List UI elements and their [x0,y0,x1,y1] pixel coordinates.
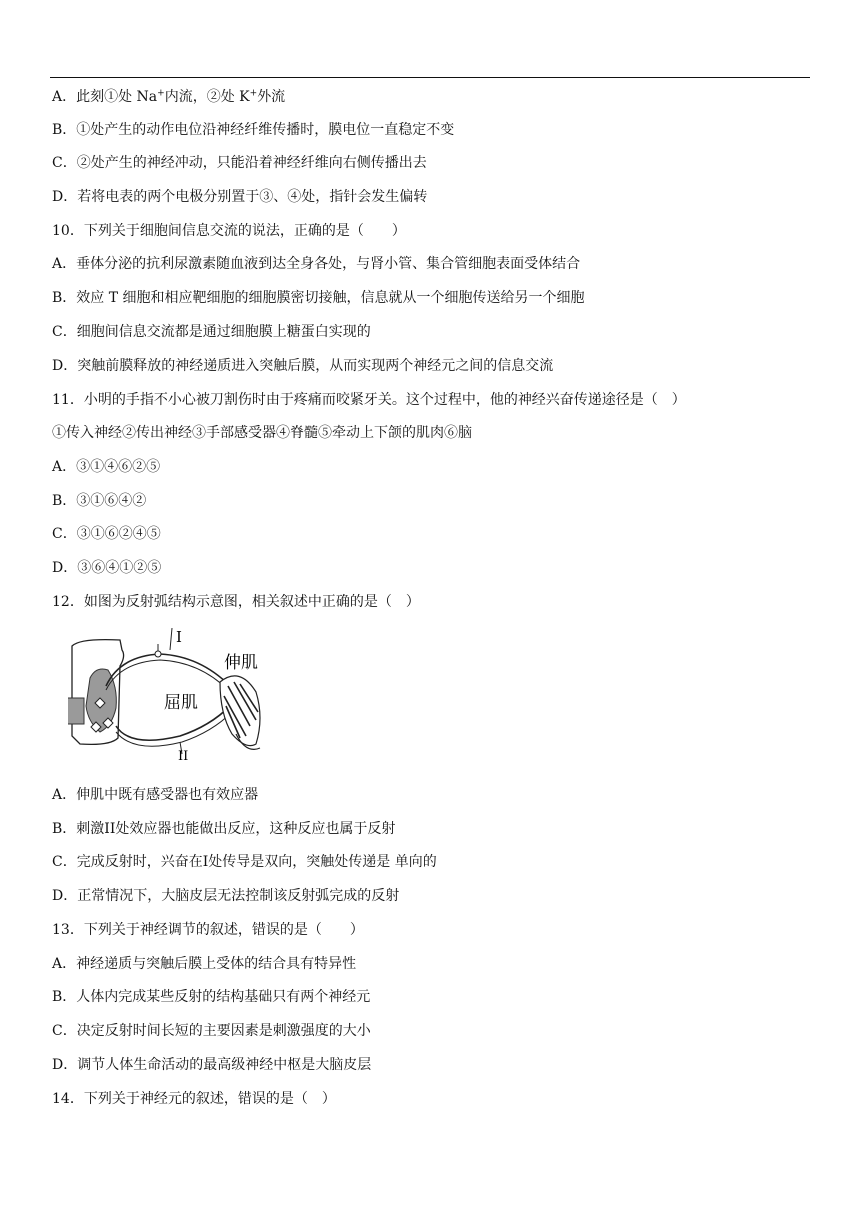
q10-option-a[interactable]: A．垂体分泌的抗利尿激素随血液到达全身各处，与肾小管、集合管细胞表面受体结合 [52,256,581,272]
label-flexor: 屈肌 [164,693,198,713]
label-extensor: 伸肌 [224,653,258,673]
q12-option-c[interactable]: C．完成反射时，兴奋在I处传导是双向，突触处传递是 单向的 [52,854,437,870]
q10-option-d[interactable]: D．突触前膜释放的神经递质进入突触后膜，从而实现两个神经元之间的信息交流 [52,358,554,374]
q9-option-a-text: A．此刻①处 Na [52,89,158,105]
header-rule [50,77,810,78]
q10-option-c[interactable]: C．细胞间信息交流都是通过细胞膜上糖蛋白实现的 [52,324,371,340]
q9-option-a-text-mid: 内流，②处 K [164,89,250,105]
efferent-nerve-outline [116,712,232,746]
q9-option-a[interactable] [52,87,285,107]
q12-option-a[interactable]: A．伸肌中既有感受器也有效应器 [52,787,259,803]
q13-option-a[interactable]: A．神经递质与突触后膜上受体的结合具有特异性 [52,956,357,972]
q13-stem: 13．下列关于神经调节的叙述，错误的是（ ） [52,922,364,938]
q13-option-d[interactable]: D．调节人体生命活动的最高级神经中枢是大脑皮层 [52,1057,372,1073]
superscript-plus: + [249,88,258,99]
superscript-plus: + [157,88,165,99]
label-II: II [178,749,189,764]
q13-option-b[interactable]: B．人体内完成某些反射的结构基础只有两个神经元 [52,989,371,1005]
label-I: I [176,628,182,646]
gray-matter-horn [68,698,84,724]
q9-option-a-text-end: 外流 [257,89,286,105]
q11-option-b[interactable]: B．③①⑥④② [52,493,147,509]
q10-stem: 10．下列关于细胞间信息交流的说法，正确的是（ ） [52,223,406,239]
q9-option-d[interactable]: D．若将电表的两个电极分别置于③、④处，指针会发生偏转 [52,189,428,205]
q11-option-d[interactable]: D．③⑥④①②⑤ [52,560,162,576]
q12-option-d[interactable]: D．正常情况下，大脑皮层无法控制该反射弧完成的反射 [52,888,400,904]
q14-stem: 14．下列关于神经元的叙述，错误的是（ ） [52,1091,336,1107]
q9-option-b[interactable]: B．①处产生的动作电位沿神经纤维传播时，膜电位一直稳定不变 [52,122,455,138]
q9-option-c[interactable]: C．②处产生的神经冲动，只能沿着神经纤维向右侧传播出去 [52,155,427,171]
q11-option-a[interactable]: A．③①④⑥②⑤ [52,459,161,475]
arrow-I [170,628,172,650]
q11-option-c[interactable]: C．③①⑥②④⑤ [52,526,161,542]
q11-stem: 11．小明的手指不小心被刀割伤时由于疼痛而咬紧牙关。这个过程中，他的神经兴奋传递途径是（ ） [52,392,686,408]
q11-items: ①传入神经②传出神经③手部感受器④脊髓⑤牵动上下颌的肌肉⑥脑 [52,425,472,441]
q12-stem: 12．如图为反射弧结构示意图，相关叙述中正确的是（ ） [52,594,420,610]
extensor-muscle [220,676,260,746]
q10-option-b[interactable]: B．效应 T 细胞和相应靶细胞的细胞膜密切接触，信息就从一个细胞传送给另一个细胞 [52,290,585,306]
q12-option-b[interactable]: B．刺激II处效应器也能做出反应，这种反应也属于反射 [52,821,396,837]
reflex-arc-figure [60,626,275,766]
q13-option-c[interactable]: C．决定反射时间长短的主要因素是刺激强度的大小 [52,1023,371,1039]
ganglion-marker [155,651,161,657]
